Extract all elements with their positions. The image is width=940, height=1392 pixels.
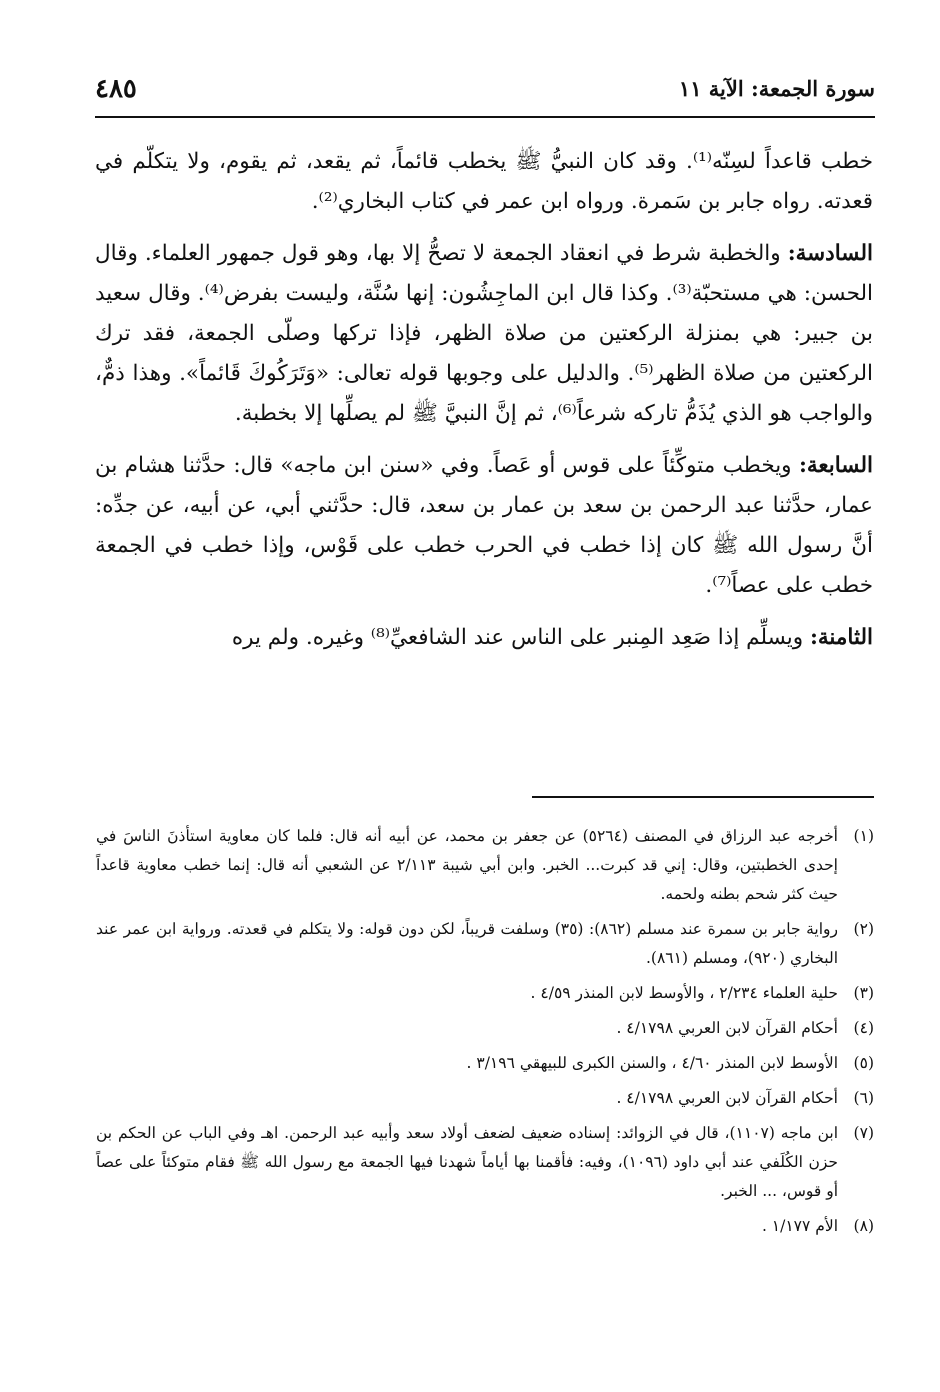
footnote-number: (٢) (853, 920, 874, 938)
footnote (96, 979, 874, 1008)
footnote-text: حلية العلماء ٢/٢٣٤ ، والأوسط لابن المنذر ٤/٥٩ . (530, 984, 838, 1002)
footnote-number: (٨) (853, 1217, 874, 1235)
footnote (96, 822, 874, 909)
footnote (96, 1084, 874, 1113)
footnote-text: الأوسط لابن المنذر ٤/٦٠ ، والسنن الكبرى للبيهقي ٣/١٩٦ . (466, 1054, 838, 1072)
paragraph (95, 234, 873, 434)
paragraph-text: ويسلِّم إذا صَعِد المِنبر على الناس عند الشافعيِّ⁽⁸⁾ وغيره. ولم يره (231, 625, 804, 650)
footnote-number: (٤) (853, 1019, 874, 1037)
footnote-separator (532, 796, 874, 798)
footnote-text: أحكام القرآن لابن العربي ٤/١٧٩٨ . (616, 1019, 838, 1037)
footnote (96, 1049, 874, 1078)
footnote-number: (٣) (853, 984, 874, 1002)
header-rule (95, 116, 875, 118)
paragraph (95, 142, 873, 222)
footnote-text: أحكام القرآن لابن العربي ٤/١٧٩٨ . (616, 1089, 838, 1107)
paragraph-lead: السادسة: (787, 241, 873, 266)
paragraph-text: خطب قاعداً لسِنّه⁽¹⁾. وقد كان النبيُّ ﷺ يخطب قائماً، ثم يقعد، ثم يقوم، ولا يتكلّم في قعدته. رواه جابر بن سَمرة. ورواه ابن عمر في كتاب البخاري⁽²⁾. (95, 149, 873, 214)
footnote-text: ابن ماجه (١١٠٧)، قال في الزوائد: إسناده ضعيف لضعف أولاد سعد وأبيه عبد الرحمن. اهـ وفي الباب عن الحكم بن حزن الكُلَفي عند أبي داود (١٠٩٦)، وفيه: فأقمنا بها أياماً شهدنا فيها الجمعة مع رسول الله ﷺ فقام متوكئاً على عصاً أو قوس، ... الخبر. (96, 1124, 838, 1200)
footnote-text: رواية جابر بن سمرة عند مسلم (٨٦٢): (٣٥) وسلفت قريباً، لكن دون قوله: ولا يتكلم في قعدته. ورواية ابن عمر عند البخاري (٩٢٠)، ومسلم (٨٦١). (96, 920, 838, 967)
footnote-number: (٧) (853, 1124, 874, 1142)
footnote (96, 915, 874, 973)
footnote (96, 1014, 874, 1043)
footnote-number: (٦) (853, 1089, 874, 1107)
footnote (96, 1119, 874, 1206)
paragraph-text: والخطبة شرط في انعقاد الجمعة لا تصحُّ إلا بها، وهو قول جمهور العلماء. وقال الحسن: هي مستحبّة⁽³⁾. وكذا قال ابن الماجِشُون: إنها سُنَّة، وليست بفرض⁽⁴⁾. وقال سعيد بن جبير: هي بمنزلة الركعتين من صلاة الظهر، فإذا تركها وصلّى الجمعة، فقد ترك الركعتين من صلاة الظهر⁽⁵⁾. والدليل على وجوبها قوله تعالى: «وَتَرَكُوكَ قَائماً». وهذا ذمٌّ، والواجب هو الذي يُذَمُّ تاركه شرعاً⁽⁶⁾، ثم إنَّ النبيَّ ﷺ لم يصلِّها إلا بخطبة. (95, 241, 874, 426)
paragraph-lead: الثامنة: (809, 625, 873, 650)
paragraph (95, 618, 873, 658)
page-header (95, 70, 875, 118)
footnote-text: أخرجه عبد الرزاق في المصنف (٥٢٦٤) عن جعفر بن محمد، عن أبيه أنه قال: فلما كان معاوية استأذنَ الناسَ في إحدى الخطبتين، وقال: إني قد كبرت... الخبر. وابن أبي شيبة ٢/١١٣ عن الشعبي أنه قال: إنما خطب معاوية قاعداً حيث كثر شحم بطنه ولحمه. (96, 827, 838, 903)
page-number: ٤٨٥ (95, 74, 137, 104)
paragraph (95, 446, 873, 606)
paragraph-lead: السابعة: (798, 453, 874, 478)
footnote (96, 1212, 874, 1241)
main-text (95, 142, 873, 670)
footnotes (96, 822, 874, 1247)
footnote-number: (٥) (853, 1054, 874, 1072)
running-title: سورة الجمعة: الآية ١١ (678, 76, 875, 101)
paragraph-text: ويخطب متوكِّئاً على قوس أو عَصاً. وفي «سنن ابن ماجه» قال: حدَّثنا هشام بن عمار، حدَّثنا عبد الرحمن بن سعد بن عمار بن سعد، قال: حدَّثني أبي، عن أبيه، عن جدِّه: أنَّ رسول الله ﷺ كان إذا خطب في الحرب خطب على قَوْس، وإذا خطب في الجمعة خطب على عصاً⁽⁷⁾. (95, 453, 873, 598)
footnote-text: الأم ١/١٧٧ . (761, 1217, 838, 1235)
footnote-number: (١) (853, 827, 874, 845)
